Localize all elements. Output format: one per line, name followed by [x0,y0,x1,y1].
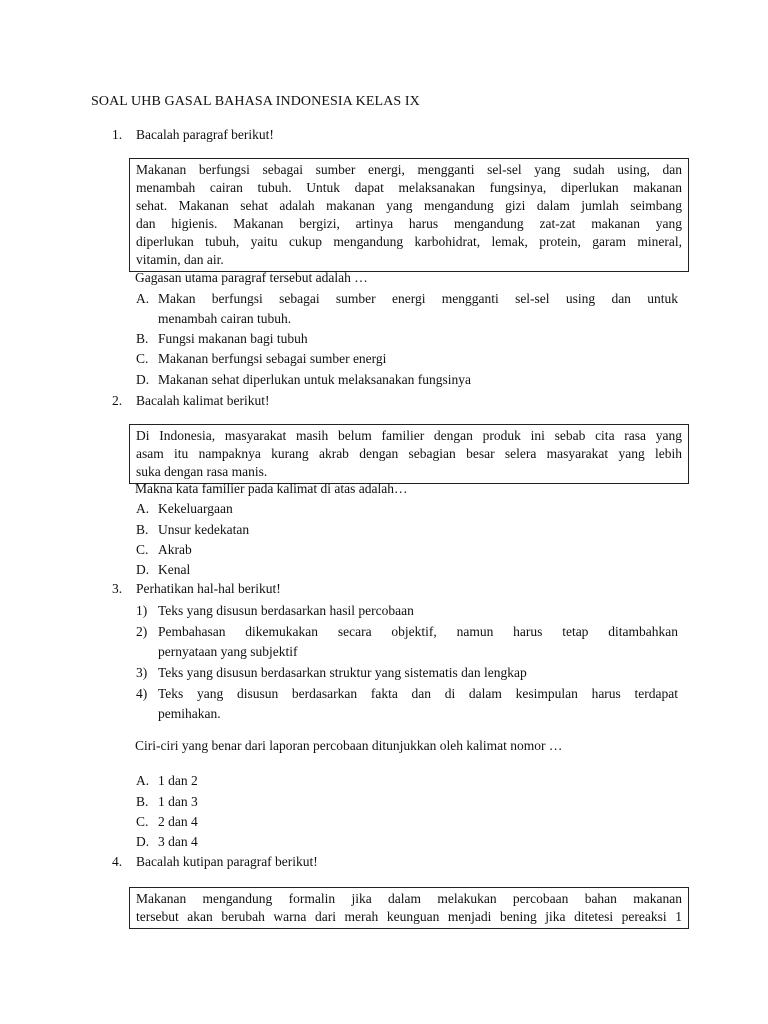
option-label: A. [136,501,150,516]
statement-text: Teks yang disusun berdasarkan struktur yang sistematis dan lengkap [158,665,527,680]
option-text: 1 dan 2 [158,773,198,788]
passage-line: menambah cairan tubuh. Untuk dapat melaksanakan fungsinya, diperlukan makanan [136,180,682,195]
option-text: 2 dan 4 [158,814,198,829]
option-text: Fungsi makanan bagi tubuh [158,331,308,346]
option-label: C. [136,351,149,366]
passage-line: sehat. Makanan sehat adalah makanan yang mengandung gizi dalam jumlah seimbang [136,198,682,213]
statement-label: 3) [136,665,148,680]
question-instruction: Bacalah paragraf berikut! [136,127,274,142]
option-text: Unsur kedekatan [158,522,250,537]
question-number: 1. [112,127,123,142]
question-instruction: Bacalah kutipan paragraf berikut! [136,854,318,869]
statement-text: Teks yang disusun berdasarkan fakta dan di dalam kesimpulan harus terdapat [158,686,678,701]
passage-line: Makanan berfungsi sebagai sumber energi, mengganti sel-sel yang sudah using, dan [136,162,682,177]
option-text: Kenal [158,562,191,577]
option-text: Makanan berfungsi sebagai sumber energi [158,351,387,366]
passage-line: Di Indonesia, masyarakat masih belum familier dengan produk ini sebab cita rasa yang [136,428,682,443]
passage-line: Makanan mengandung formalin jika dalam melakukan percobaan bahan makanan [136,891,682,906]
question-prompt: Makna kata familier pada kalimat di atas adalah… [135,481,408,496]
option-label: A. [136,291,150,306]
option-text: Kekeluargaan [158,501,233,516]
option-text: Makan berfungsi sebagai sumber energi mengganti sel-sel using dan untuk [158,291,678,306]
document-title: SOAL UHB GASAL BAHASA INDONESIA KELAS IX [91,94,420,109]
option-label: C. [136,542,149,557]
option-label: D. [136,562,150,577]
statement-text: pernyataan yang subjektif [158,644,298,659]
option-text: Akrab [158,542,192,557]
statement-text: pemihakan. [158,706,221,721]
option-label: D. [136,834,150,849]
passage-line: vitamin, dan air. [136,252,224,267]
option-text: 1 dan 3 [158,794,198,809]
option-label: B. [136,522,149,537]
passage-box [129,424,689,484]
statement-text: Teks yang disusun berdasarkan hasil percobaan [158,603,414,618]
passage-box [129,158,689,272]
question-number: 2. [112,393,123,408]
option-label: B. [136,794,149,809]
statement-label: 2) [136,624,148,639]
passage-line: diperlukan tubuh, yaitu cukup mengandung karbohidrat, lemak, protein, garam mineral, [136,234,682,249]
option-text: Makanan sehat diperlukan untuk melaksanakan fungsinya [158,372,472,387]
question-number: 3. [112,581,123,596]
statement-text: Pembahasan dikemukakan secara objektif, namun harus tetap ditambahkan [158,624,678,639]
option-label: B. [136,331,149,346]
option-text: 3 dan 4 [158,834,198,849]
question-prompt: Ciri-ciri yang benar dari laporan percobaan ditunjukkan oleh kalimat nomor … [135,738,563,753]
question-instruction: Perhatikan hal-hal berikut! [136,581,281,596]
option-label: D. [136,372,150,387]
statement-label: 4) [136,686,148,701]
option-label: C. [136,814,149,829]
option-label: A. [136,773,150,788]
passage-line: dan higienis. Makanan bergizi, artinya harus mengandung zat-zat makanan yang [136,216,682,231]
question-instruction: Bacalah kalimat berikut! [136,393,270,408]
question-number: 4. [112,854,123,869]
option-text: menambah cairan tubuh. [158,311,292,326]
passage-line: suka dengan rasa manis. [136,464,268,479]
question-prompt: Gagasan utama paragraf tersebut adalah … [135,270,368,285]
passage-box [129,887,689,929]
passage-line: asam itu nampaknya kurang akrab dengan sebagian besar selera masyarakat yang lebih [136,446,682,461]
statement-label: 1) [136,603,148,618]
passage-line: tersebut akan berubah warna dari merah keunguan menjadi bening jika ditetesi pereaksi 1 [136,909,682,924]
